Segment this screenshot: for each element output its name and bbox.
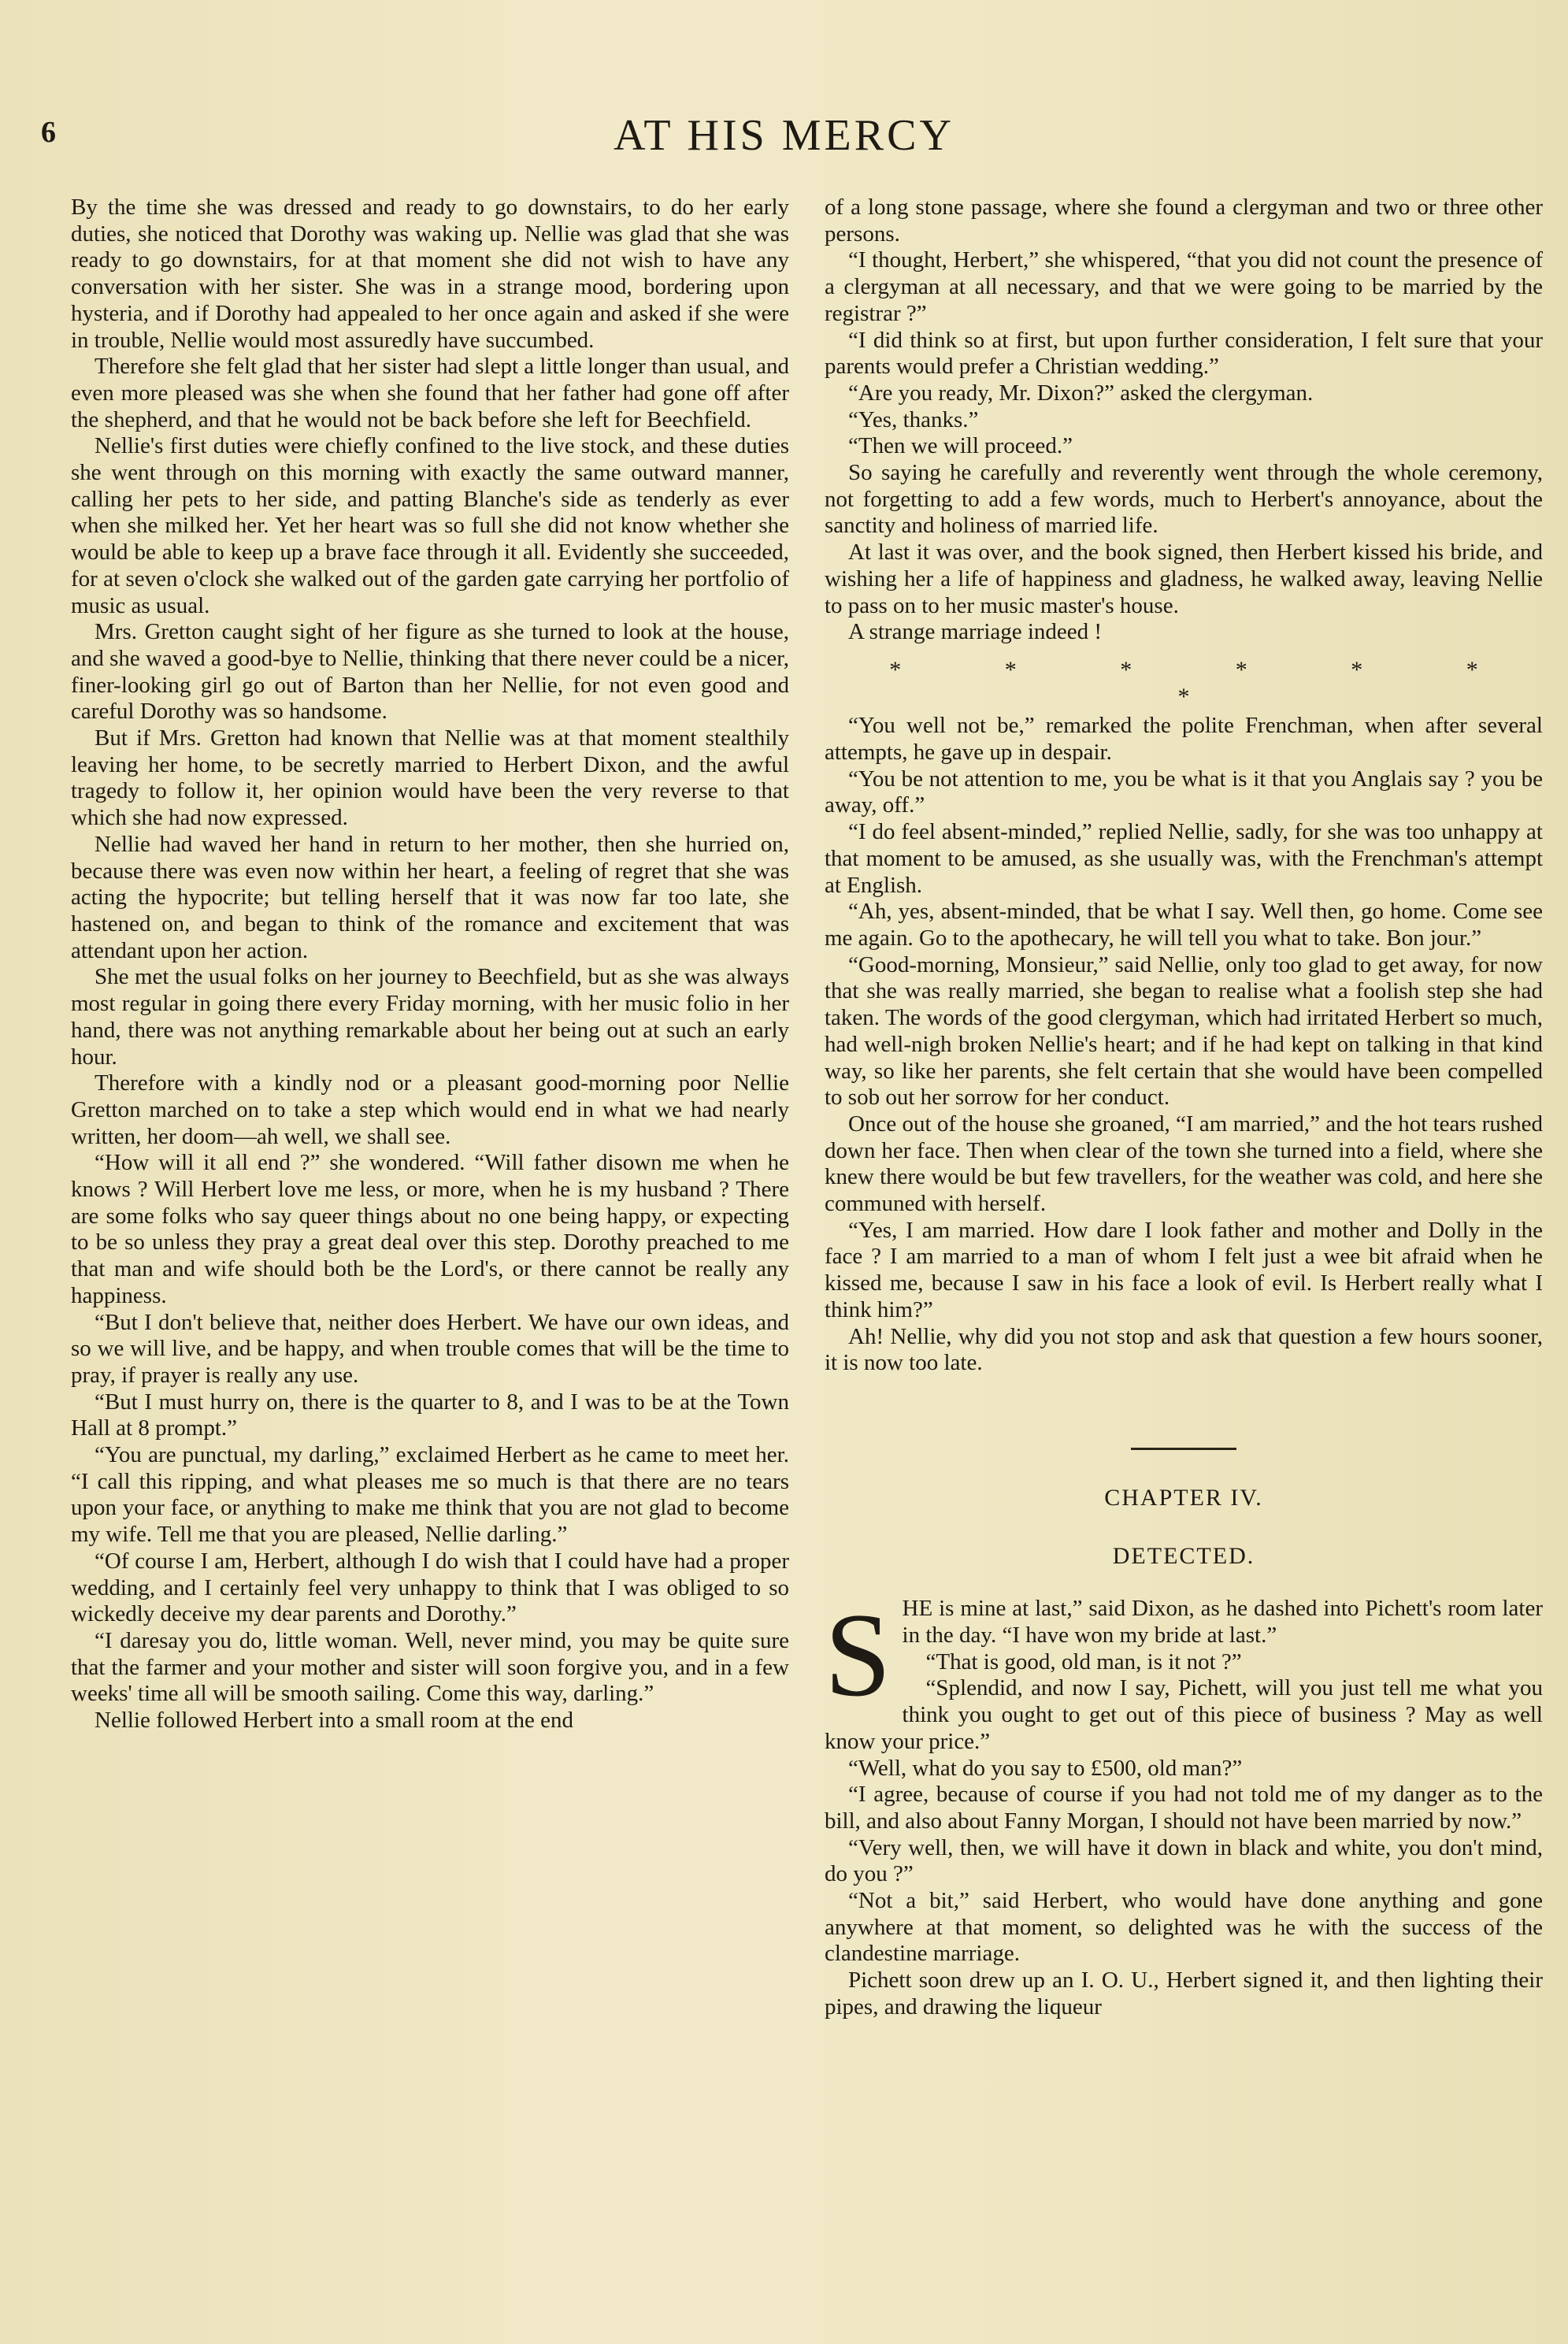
paragraph: But if Mrs. Gretton had known that Nellie was at that moment stealthily leaving her home, to be secretly married to Herbert Dixon, and the awful tragedy to follow it, her opinion would have been the very reverse to that which she had now expressed. <box>71 725 789 831</box>
paragraph: Therefore she felt glad that her sister had slept a little longer than usual, and even more pleased was she when she found that her father had gone off after the shepherd, and that he would not be back before she left for Beechfield. <box>71 354 789 432</box>
paragraph: “That is good, old man, is it not ?” <box>925 1649 1242 1675</box>
paragraph: “I daresay you do, little woman. Well, never mind, you may be quite sure that the farmer and your mother and sister will soon forgive you, and in a few weeks' time all will be smooth sailing. Come this way, darling.” <box>71 1627 789 1707</box>
page-number: 6 <box>41 116 56 149</box>
paragraph: “I do feel absent-minded,” replied Nellie, sadly, for she was too unhappy at that moment to be amused, as she usually was, with the Frenchman's attempt at English. <box>825 819 1543 898</box>
paragraph: “I thought, Herbert,” she whispered, “that you did not count the presence of a clergyman at all necessary, and that we were going to be married by the registrar ?” <box>825 247 1543 326</box>
page-header <box>0 110 1568 165</box>
paragraph: of a long stone passage, where she found a clergyman and two or three other persons. <box>825 195 1543 247</box>
paragraph: “Good-morning, Monsieur,” said Nellie, only too glad to get away, for now that she was really married, she began to realise what a foolish step she had taken. The words of the good clergyman, which had irritated Herbert so much, had well-nigh broken Nellie's heart; and if he had kept on talking in that kind way, so like her parents, she felt certain that she would have been compelled to sob out her sorrow for her conduct. <box>825 951 1543 1111</box>
paragraph: “Yes, I am married. How dare I look father and mother and Dolly in the face ? I am married to a man of whom I felt just a wee bit afraid when he kissed me, because I saw in his face a look of evil. Is Herbert really what I think him?” <box>825 1217 1543 1322</box>
paragraph: A strange marriage indeed ! <box>848 619 1103 645</box>
paragraph: Therefore with a kindly nod or a pleasant good-morning poor Nellie Gretton marched on to take a step which would end in what we had nearly written, her doom—ah well, we shall see. <box>71 1070 789 1149</box>
chapter-title: DETECTED. <box>1112 1542 1255 1569</box>
paragraph: At last it was over, and the book signed, then Herbert kissed his bride, and wishing her a life of happiness and gladness, he walked away, leaving Nellie to pass on to her music master's house. <box>825 540 1543 618</box>
drop-cap: S <box>825 1589 891 1722</box>
paragraph: So saying he carefully and reverently went through the whole ceremony, not forgetting to add a few words, much to Herbert's annoyance, about the sanctity and holiness of married life. <box>825 460 1543 539</box>
paragraph: “Of course I am, Herbert, although I do wish that I could have had a proper wedding, and I certainly feel very unhappy to think that I was obliged to so wickedly deceive my dear parents and Dorothy.” <box>71 1548 789 1627</box>
paragraph: “Not a bit,” said Herbert, who would have done anything and gone anywhere at that moment, so delighted was he with the success of the clandestine marriage. <box>825 1888 1543 1967</box>
paragraph: “Then we will proceed.” <box>848 433 1073 459</box>
paragraph: “But I must hurry on, there is the quarter to 8, and I was to be at the Town Hall at 8 prompt.” <box>71 1389 789 1441</box>
paragraph: “Are you ready, Mr. Dixon?” asked the clergyman. <box>848 380 1314 406</box>
chapter-divider-rule <box>1131 1448 1236 1450</box>
paragraph: “Splendid, and now I say, Pichett, will you just tell me what you think you ought to get out of this piece of business ? May as well know your price.” <box>825 1675 1543 1754</box>
paragraph: “You are punctual, my darling,” exclaimed Herbert as he came to meet her. “I call this ripping, and what pleases me so much is that there are no tears upon your face, or anything to make me think that you are not glad to become my wife. Tell me that you are pleased, Nellie darling.” <box>71 1442 789 1548</box>
paragraph: “How will it all end ?” she wondered. “Will father disown me when he knows ? Will Herbert love me less, or more, when he is my husband ? There are some folks who say queer things about no one being happy, or expecting to be so unless they pray a great deal over this step. Dorothy preached to me that man and wife should both be the Lord's, or there cannot be really any happiness. <box>71 1150 789 1308</box>
paragraph: “You be not attention to me, you be what is it that you Anglais say ? you be away, off.” <box>825 766 1543 818</box>
paragraph: “Yes, thanks.” <box>848 406 979 432</box>
paragraph: “I did think so at first, but upon further consideration, I felt sure that your parents would prefer a Christian wedding.” <box>825 327 1543 380</box>
paragraph: “I agree, because of course if you had not told me of my danger as to the bill, and also about Fanny Morgan, I should not have been married by now.” <box>825 1782 1543 1834</box>
paragraph: Ah! Nellie, why did you not stop and ask that question a few hours sooner, it is now too late. <box>825 1323 1543 1376</box>
paragraph: “But I don't believe that, neither does Herbert. We have our own ideas, and so we will live, and be happy, and when trouble comes that will be the time to pray, if prayer is really any use. <box>71 1309 789 1388</box>
right-column <box>825 195 1543 2021</box>
paragraph: Nellie's first duties were chiefly confined to the live stock, and these duties she went through on this morning with exactly the same outward manner, calling her pets to her side, and patting Blanche's side as tenderly as ever when she milked her. Yet her heart was so full she did not know whether she would be able to keep up a brave face through it all. Evidently she succeeded, for at seven o'clock she walked out of the garden gate carrying her portfolio of music as usual. <box>71 433 789 618</box>
paragraph: Nellie had waved her hand in return to her mother, then she hurried on, because there was even now within her heart, a feeling of regret that she was acting the hypocrite; but telling herself that it was now far too late, she hastened on, and began to think of the romance and excitement that was attendant upon her action. <box>71 831 789 963</box>
paragraph: Pichett soon drew up an I. O. U., Herbert signed it, and then lighting their pipes, and drawing the liqueur <box>825 1968 1543 2019</box>
paragraph: She met the usual folks on her journey to Beechfield, but as she was always most regular in going there every Friday morning, with her music folio in her hand, there was not anything remarkable about her being out at such an early hour. <box>71 964 789 1070</box>
paragraph: “Very well, then, we will have it down in black and white, you don't mind, do you ?” <box>825 1834 1543 1887</box>
paragraph: Once out of the house she groaned, “I am married,” and the hot tears rushed down her face. Then when clear of the town she turned into a field, where she knew there would be but few travellers, for the weather was cold, and here she communed with herself. <box>825 1111 1543 1217</box>
opening-text: HE is mine at last,” said Dixon, as he dashed into Pichett's room later in the day. “I have won my bride at last.” <box>902 1596 1543 1649</box>
paragraph: Nellie followed Herbert into a small room at the end <box>95 1708 574 1734</box>
left-column <box>71 195 789 1734</box>
paragraph: “You well not be,” remarked the polite Frenchman, when after several attempts, he gave up in despair. <box>825 713 1543 766</box>
section-break-stars: * * * * * * * <box>889 656 1527 710</box>
running-title: AT HIS MERCY <box>613 111 955 160</box>
paragraph: By the time she was dressed and ready to go downstairs, to do her early duties, she noticed that Dorothy was waking up. Nellie was glad that she was ready to go downstairs, for at that moment she did not wish to have any conversation with her sister. She was in a strange mood, bordering upon hysteria, and if Dorothy had appealed to her once again and asked if she were in trouble, Nellie would most assuredly have succumbed. <box>71 195 789 353</box>
paragraph: Mrs. Gretton caught sight of her figure as she turned to look at the house, and she waved a good-bye to Nellie, thinking that there never could be a nicer, finer-looking girl go out of Barton than her Nellie, for not even good and careful Dorothy was so handsome. <box>71 619 790 725</box>
paragraph: “Well, what do you say to £500, old man?” <box>848 1755 1243 1781</box>
paragraph: “Ah, yes, absent-minded, that be what I say. Well then, go home. Come see me again. Go to the apothecary, he will tell you what to take. Bon jour.” <box>825 899 1543 951</box>
chapter-number: CHAPTER IV. <box>1104 1484 1263 1511</box>
